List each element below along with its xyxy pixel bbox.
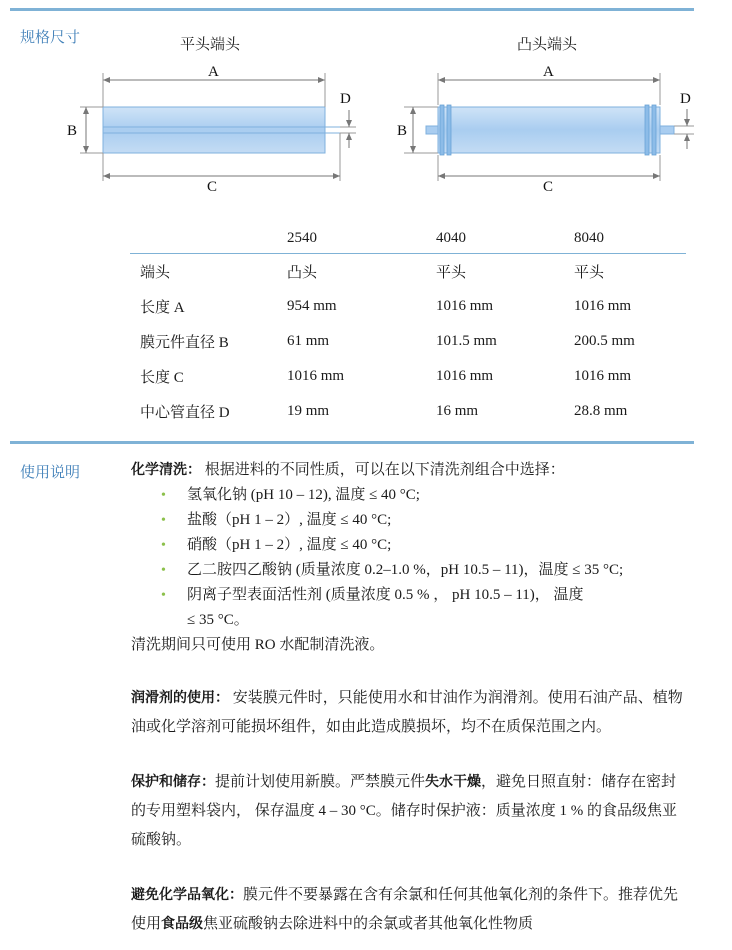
list-item-text: 氢氧化钠 (pH 10 – 12), 温度 ≤ 40 °C;	[187, 487, 420, 503]
usage-content	[131, 458, 689, 939]
list-item-text: 硝酸（pH 1 – 2）, 温度 ≤ 40 °C;	[187, 537, 392, 553]
table-cell: 954 mm	[287, 298, 337, 314]
cleaning-paragraph	[131, 458, 689, 483]
flat-label-d: D	[340, 91, 351, 107]
storage-emphasis: 失水干燥	[425, 774, 482, 790]
membrane-dimension-diagrams	[0, 0, 732, 210]
oxidation-paragraph	[131, 881, 689, 939]
bullet-icon: •	[161, 488, 166, 503]
bullet-icon: •	[161, 513, 166, 528]
table-row	[130, 359, 686, 394]
table-cell: 1016 mm	[287, 368, 345, 384]
table-cell: 膜元件直径 B	[140, 335, 229, 351]
list-item	[161, 533, 689, 558]
flat-label-a: A	[208, 64, 219, 80]
storage-text-2: ，避免日照直射：储存在密封的专用塑料袋内， 保存温度 4 – 30 °C。储存时保护液：质量浓度 1 % 的食品级焦亚硫酸钠。	[131, 774, 678, 848]
list-item-text: 盐酸（pH 1 – 2）, 温度 ≤ 40 °C;	[187, 512, 392, 528]
convex-membrane-body	[438, 107, 660, 153]
storage-heading: 保护和储存：	[131, 774, 215, 790]
list-item-text: 阴离子型表面活性剂 (质量浓度 0.5 % ， pH 10.5 – 11)， 温度	[187, 587, 584, 603]
convex-end-title: 凸头端头	[517, 37, 578, 53]
oxidation-heading: 避免化学品氧化：	[131, 887, 243, 903]
lubricant-heading: 润滑剂的使用：	[131, 690, 229, 706]
usage-section-label: 使用说明	[20, 465, 81, 481]
table-cell: 101.5 mm	[436, 333, 497, 349]
table-cell: 长度 C	[140, 370, 184, 386]
flat-label-b: B	[67, 123, 78, 139]
bullet-icon: •	[161, 538, 166, 553]
table-cell: 1016 mm	[436, 298, 494, 314]
table-cell: 1016 mm	[574, 298, 632, 314]
list-item-text: ≤ 35 °C。	[187, 612, 249, 628]
cleaning-agent-list	[131, 483, 689, 633]
table-row	[130, 289, 686, 324]
table-cell: 19 mm	[287, 403, 330, 419]
table-header-row	[130, 223, 686, 254]
table-header-cell: 8040	[564, 223, 686, 254]
table-cell: 16 mm	[436, 403, 479, 419]
convex-label-c: C	[543, 179, 554, 195]
list-item	[161, 483, 689, 508]
table-row	[130, 394, 686, 429]
flat-membrane-body	[103, 107, 325, 153]
convex-right-stub	[660, 126, 674, 134]
convex-label-b: B	[397, 123, 408, 139]
table-cell: 200.5 mm	[574, 333, 635, 349]
flat-end-diagram	[67, 64, 356, 195]
bullet-icon: •	[161, 563, 166, 578]
list-item	[161, 558, 689, 583]
flat-end-title: 平头端头	[180, 37, 241, 53]
oxidation-text-2: 焦亚硫酸钠去除进料中的余氯或者其他氧化性物质	[203, 916, 534, 932]
table-header-cell: 2540	[277, 223, 426, 254]
table-cell: 1016 mm	[436, 368, 494, 384]
table-cell: 28.8 mm	[574, 403, 628, 419]
table-header-cell: 4040	[426, 223, 564, 254]
storage-paragraph	[131, 768, 689, 855]
table-cell: 平头	[574, 265, 605, 281]
spec-section-label: 规格尺寸	[20, 30, 81, 46]
table-cell: 端头	[140, 265, 171, 281]
list-item-text: 乙二胺四乙酸钠 (质量浓度 0.2–1.0 %，pH 10.5 – 11)，温度 ≤ 35 °C;	[187, 562, 624, 578]
cleaning-heading: 化学清洗：	[131, 462, 201, 478]
spec-table	[130, 223, 686, 429]
table-cell: 61 mm	[287, 333, 330, 349]
table-cell: 长度 A	[140, 300, 185, 316]
table-cell: 1016 mm	[574, 368, 632, 384]
convex-label-d: D	[680, 91, 691, 107]
lubricant-paragraph	[131, 684, 689, 742]
list-item-continuation	[187, 608, 689, 633]
list-item	[161, 508, 689, 533]
list-item	[161, 583, 689, 608]
cleaning-note: 清洗期间只可使用 RO 水配制清洗液。	[131, 637, 385, 653]
table-row	[130, 324, 686, 359]
flat-label-c: C	[207, 179, 218, 195]
table-cell: 中心管直径 D	[140, 405, 230, 421]
table-row	[130, 254, 686, 290]
cleaning-intro: 根据进料的不同性质，可以在以下清洗剂组合中选择：	[204, 462, 565, 478]
table-cell: 凸头	[287, 265, 318, 281]
table-cell: 平头	[436, 265, 467, 281]
table-header-cell	[130, 223, 277, 254]
middle-divider	[10, 441, 694, 444]
oxidation-emphasis: 食品级	[161, 916, 204, 932]
convex-end-diagram	[397, 64, 694, 195]
convex-label-a: A	[543, 64, 554, 80]
lubricant-text: 安装膜元件时，只能使用水和甘油作为润滑剂。使用石油产品、植物油或化学溶剂可能损坏组件，如由此造成膜损坏，均不在质保范围之内。	[131, 690, 683, 735]
convex-left-stub	[426, 126, 438, 134]
bullet-icon: •	[161, 588, 166, 603]
storage-text-1: 提前计划使用新膜。严禁膜元件	[215, 774, 426, 790]
oxidation-text-1: 膜元件不要暴露在含有余氯和任何其他氧化剂的条件下。推荐优先使用	[131, 887, 679, 932]
